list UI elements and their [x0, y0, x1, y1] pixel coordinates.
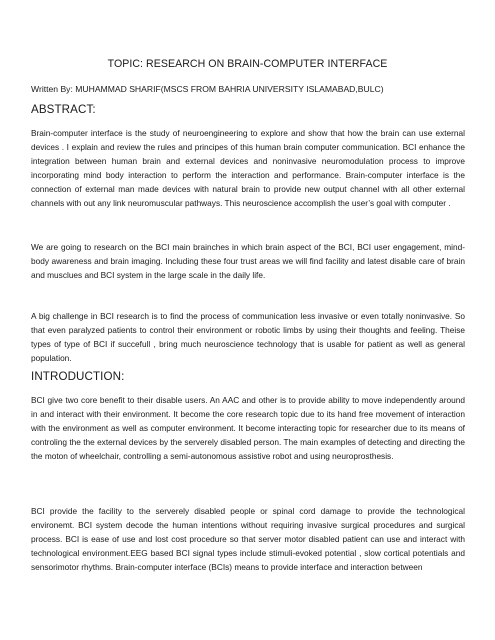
- introduction-paragraph-1: BCI give two core benefit to their disable users. An AAC and other is to provide ability to move independently around in and interact with their environment. It become the core research topic due to its hand free movement of interaction with the environment as well as computer environment. It become interacting topic for researcher due to its means of controling the the external devices by the serverely disabled person. The main examples of detecting and directing the the moton of wheelchair, controlling a semi-autonomous assistive robot and using neuroprosthesis.: [31, 395, 465, 461]
- author-line: Written By: MUHAMMAD SHARIF(MSCS FROM BAHRIA UNIVERSITY ISLAMABAD,BULC): [31, 84, 384, 94]
- abstract-paragraph-2: We are going to research on the BCI main brainches in which brain aspect of the BCI, BCI user engagement, mind-body awareness and brain imaging. Including these four trust areas we will find facility and latest disable care of brain and musclues and BCI system in the large scale in the daily life.: [31, 242, 465, 280]
- document-title: TOPIC: RESEARCH ON BRAIN-COMPUTER INTERFACE: [107, 58, 388, 70]
- abstract-paragraph-3: A big challenge in BCI research is to find the process of communication less invasive or even totally noninvasive. So that even paralyzed patients to control their environment or robotic limbs by using their thoughts and feeling. Theise types of type of BCI if succefull , bring much neuroscience technology that is usable for patient as well as general population.: [31, 311, 465, 363]
- abstract-paragraph-1: Brain-computer interface is the study of neuroengineering to explore and show that how the brain can use external devices . I explain and review the rules and principes of this human brain computer communication. BCI enhance the integration between human brain and external devices and noninvasive neuromodulation process to improve incorporating mind body interaction to perform the interaction and performance. Brain-computer interface is the connection of external man made devices with natural brain to provide new output channel with all other external channels with out any link neuromuscular pathways. This neuroscience accomplish the user’s goal with computer .: [31, 128, 465, 208]
- section-heading-abstract: ABSTRACT:: [31, 103, 96, 116]
- introduction-paragraph-2: BCI provide the facility to the serverely disabled people or spinal cord damage to provide the technological environemt. BCI system decode the human intentions without requiring invasive surgical procedures and surgical process. BCI is ease of use and lost cost procedure so that server motor disabled patient can use and interact with technological environment.EEG based BCI signal types include stimuli-evoked potential , slow cortical potentials and sensorimotor rhythms. Brain-computer interface (BCIs) means to provide interface and interaction between: [31, 506, 465, 572]
- section-heading-introduction: INTRODUCTION:: [31, 370, 125, 383]
